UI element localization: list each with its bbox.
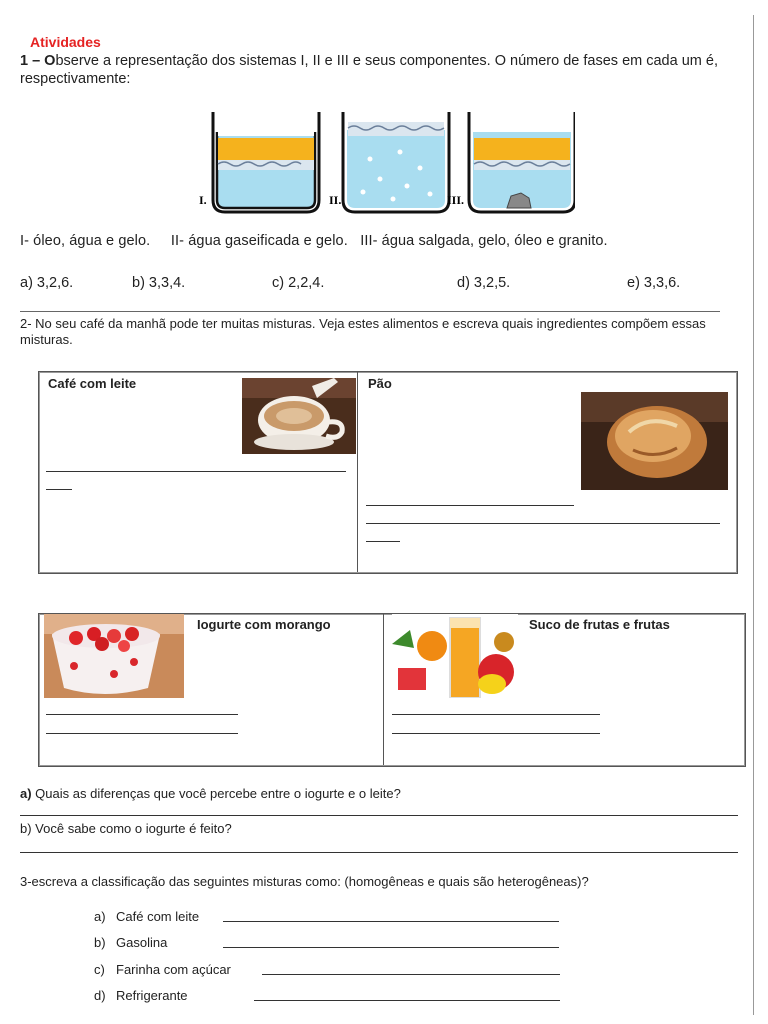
answer-line[interactable] [46,733,238,734]
juice-and-fruits-image [392,614,518,698]
option-e: e) 3,3,6. [627,275,681,291]
table-divider [383,614,384,765]
question-2b: b) Você sabe como o iogurte é feito? [20,821,232,836]
beaker-3-label: III. [447,193,465,207]
option-c: c) 2,2,4. [272,275,325,291]
list-item: a) Café com leite [94,909,200,924]
bread-image [581,392,728,490]
page-title: Atividades [30,34,101,50]
option-d: d) 3,2,5. [457,275,511,291]
cell-label-suco: Suco de frutas e frutas [529,617,670,632]
answer-line[interactable] [366,505,574,506]
answer-line[interactable] [262,974,560,975]
beaker-1 [213,112,319,212]
list-item: d) Refrigerante [94,988,188,1003]
divider [20,311,720,312]
list-item: b) Gasolina [94,935,168,950]
beaker-2-label: II. [329,193,342,207]
table-divider [357,372,358,572]
answer-line[interactable] [46,489,72,490]
answer-line[interactable] [46,471,346,472]
answer-line[interactable] [392,733,600,734]
list-item: c) Farinha com açúcar [94,962,231,977]
answer-line[interactable] [46,714,238,715]
systems-description: I- óleo, água e gelo. II- água gaseificada e gelo. III- água salgada, gelo, óleo e granito. [20,233,608,249]
beaker-3 [469,112,575,212]
cell-label-pao: Pão [368,376,392,391]
question-3-text: 3-escreva a classificação das seguintes misturas como: (homogêneas e quais são heterogêneas)? [20,874,589,889]
yogurt-strawberry-image [44,614,184,698]
option-a: a) 3,2,6. [20,275,74,291]
beaker-1-label: I. [199,193,207,207]
question-2a: a) Quais as diferenças que você percebe entre o iogurte e o leite? [20,786,401,801]
coffee-with-milk-image [242,378,356,454]
page-edge-line [753,15,754,1015]
answer-line[interactable] [223,921,559,922]
cell-label-cafe-com-leite: Café com leite [48,376,137,391]
cell-label-iogurte: Iogurte com morango [197,617,331,632]
answer-line[interactable] [223,947,559,948]
answer-line[interactable] [254,1000,560,1001]
beakers-illustration [195,104,575,214]
answer-line[interactable] [392,714,600,715]
answer-line[interactable] [20,852,738,853]
question-1-text: 1 – Observe a representação dos sistemas I, II e III e seus componentes. O número de fases em cada um é, respectivamente: [20,53,718,87]
answer-line[interactable] [366,523,720,524]
question-2-text: 2- No seu café da manhã pode ter muitas misturas. Veja estes alimentos e escreva quais ingredientes compõem essas misturas. [20,316,706,347]
beaker-2 [343,112,449,212]
option-b: b) 3,3,4. [132,275,186,291]
answer-line[interactable] [366,541,400,542]
answer-line[interactable] [20,815,738,816]
